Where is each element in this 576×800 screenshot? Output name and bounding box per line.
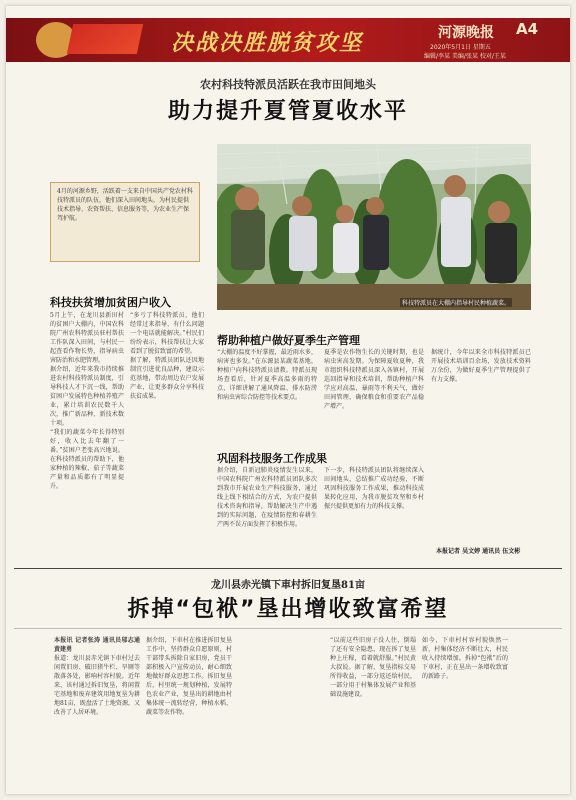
paper-name: 河源晚报 xyxy=(438,25,494,41)
story2-para2: 据介绍，下車村在推进拆旧复垦工作中，坚持群众自愿原则，村干部带头拆除自家旧房，党员干部积极入户宣传动员，耐心细致地做好群众思想工作。拆旧复垦后，村里统一规划种植，发展特色农业产业，复垦出的耕地由村集体统一流转经营，种植水稻、蔬菜等农作物。 xyxy=(146,637,232,716)
story2-col5 xyxy=(422,636,508,786)
date-line: 2020年5月1日 星期五 xyxy=(430,44,491,51)
section3-col3 xyxy=(431,466,531,546)
story2-kicker: 龙川县赤光镇下車村拆旧复垦81亩 xyxy=(211,580,365,591)
story2-para3: “以前这些旧房子没人住，倒塌了还有安全隐患，现在拆了复垦种上庄稼，看着就舒服。”村民黄大叔说。据了解，复垦指标交易所得收益，一部分返还给村民，一部分用于村集体发展产业和基础设施建设。 xyxy=(330,637,416,698)
section2-col2 xyxy=(324,348,424,438)
section2-para1: “大棚的温度不好掌握，最近雨水多，病害也多发。”在东源县某蔬菜基地，种植户向科技特派员请教。特派员现场查看后，针对夏季高温多雨的特点，详细讲解了通风降温、排水防涝和病虫害综合防控等技术要点。 xyxy=(217,349,317,401)
story2-col4 xyxy=(330,636,416,786)
section1-para4: “多亏了科技特派员，他们经常过来指导，有什么问题一个电话就能解决。”村民们纷纷表示，科技帮扶让大家看到了脱贫致富的希望。 xyxy=(130,312,204,355)
story1-lead: 4月的河源乡野，活跃着一支来自中国共产党农村科技特派员的队伍，他们深入田间地头，为村民提供技术指导、农资帮扶、信息服务等，为农业生产保驾护航。 xyxy=(50,182,200,262)
section2-col3 xyxy=(431,348,531,438)
section1-para5: 据了解，特派员团队还因地制宜引进优良品种，建设示范基地，带动周边农户发展产业，让更多群众分享科技扶贫成果。 xyxy=(130,357,204,400)
section2-para2: 夏季是农作物生长的关键时期，也是病虫害高发期。为保障夏收夏种，我市组织科技特派员深入各镇村，开展巡回指导和技术培训，帮助种植户科学应对高温、暴雨等不利天气，做好田间管理，确保粮食和重要农产品稳产增产。 xyxy=(324,349,424,410)
section1-para2: 据介绍，近年来我市持续推进农村科技特派员制度，引导科技人才下沉一线，帮助贫困户发展特色种植养殖产业，累计培训农民数千人次，推广新品种、新技术数十项。 xyxy=(50,366,124,427)
greenhouse-photo xyxy=(217,144,531,310)
story2-col6 xyxy=(514,636,564,786)
section3-para1: 据介绍，自新冠肺炎疫情发生以来，中国农科院广州农科特派员团队多次到我市开展农业生产科技服务，通过线上线下相结合的方式，为农户提供技术咨询和指导，帮助解决生产中遇到的实际问题，在疫情防控和春耕生产两不误方面发挥了积极作用。 xyxy=(217,467,317,528)
editor-line: 编辑/李某 美编/张某 校对/王某 xyxy=(424,53,506,60)
section3-col1 xyxy=(217,466,317,562)
section2-para3: 据统计，今年以来全市科技特派员已开展技术培训百余场，发放技术资料万余份，为做好夏季生产管理提供了有力支撑。 xyxy=(431,349,531,383)
story-divider xyxy=(14,568,562,569)
story1-byline: 本报记者 吴文婷 通讯员 伍文彬 xyxy=(436,548,521,555)
newspaper-page xyxy=(6,6,570,794)
section1-title: 科技扶贫增加贫困户收入 xyxy=(50,296,171,309)
section-title: 决战决胜脱贫攻坚 xyxy=(171,31,364,56)
story2-rule xyxy=(14,628,562,629)
page-number: A4 xyxy=(516,20,539,38)
story2-headline: 拆掉“包袱”垦出增收致富希望 xyxy=(127,597,449,622)
photo-caption: 科技特派员在大棚内指导村民种植蔬菜。 xyxy=(402,300,511,307)
story2-para4: 如今，下車村村容村貌焕然一新，村集体经济不断壮大，村民收入持续增加。拆掉“包袱”后的下車村，正在垦出一条增收致富的新路子。 xyxy=(422,637,508,680)
story2-para1: 报道：龙川县赤光镇下車村过去闲置旧房、破旧猪牛栏、旱厕等散落各处，影响村容村貌。近年来，该村通过拆旧复垦，将闲置宅基地和废弃建筑用地复垦为耕地81亩，既盘活了土地资源，又改善了人居环境。 xyxy=(54,655,140,716)
flag-graphic xyxy=(67,24,143,54)
story2-col1 xyxy=(54,636,140,786)
section3-col2 xyxy=(324,466,424,562)
section-banner xyxy=(6,18,570,62)
section2-title: 帮助种植户做好夏季生产管理 xyxy=(217,334,360,347)
story2-col3 xyxy=(238,636,324,786)
section1-col2 xyxy=(130,311,204,569)
section1-col1 xyxy=(50,311,124,569)
section2-col1 xyxy=(217,348,317,438)
section1-para3: “我们的蔬菜今年长得特别好，收入比去年翻了一番。”贫困户老张高兴地说。在科技特派员的帮助下，他家种植的辣椒、茄子等蔬菜产量和品质都有了明显提升。 xyxy=(50,429,124,490)
section3-title: 巩固科技服务工作成果 xyxy=(217,452,327,465)
story1-kicker: 农村科技特派员活跃在我市田间地头 xyxy=(200,78,376,91)
section1-para1: 5月上午，在龙川县新田村的贫困户大棚内，中国农科院广州农科特派员驻村帮扶工作队深入田间，与村民一起查看作物长势，指导病虫害防治和水肥管理。 xyxy=(50,312,124,364)
section3-para2: 下一步，科技特派员团队将继续深入田间地头，总结推广成功经验，不断巩固科技服务工作成果，推动科技成果转化应用，为我市脱贫攻坚和乡村振兴提供更加有力的科技支撑。 xyxy=(324,467,424,510)
story1-headline: 助力提升夏管夏收水平 xyxy=(167,99,408,124)
story2-col2 xyxy=(146,636,232,786)
story2-byline: 本报讯 记者张涛 通讯员邬志通 黄建勇 xyxy=(54,637,140,653)
